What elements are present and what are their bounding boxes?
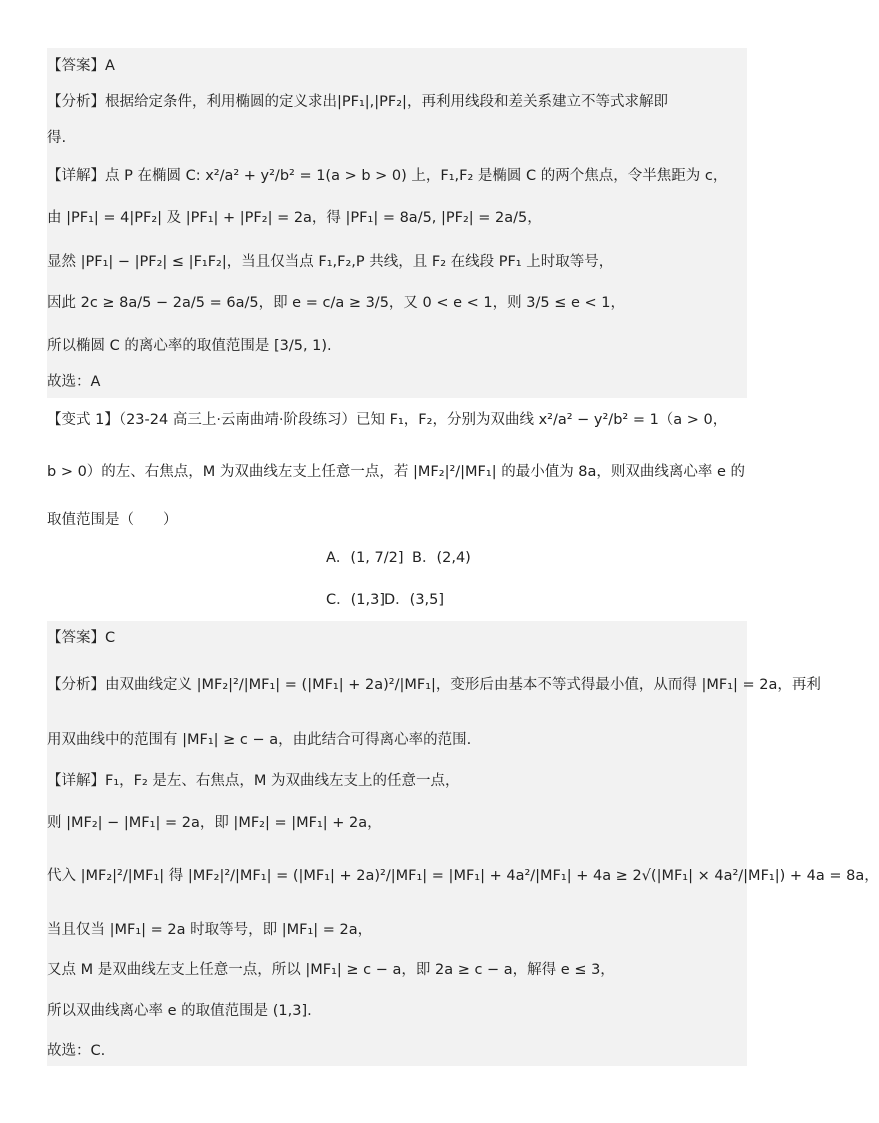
detail-line: 【详解】点 P 在椭圆 C: x²/a² + y²/b² = 1(a > b > 0) 上，F₁,F₂ 是椭圆 C 的两个焦点，令半焦距为 c， [47,168,728,184]
detail-line: 所以双曲线离心率 e 的取值范围是 (1,3]. [47,1003,312,1019]
detail-line: 因此 2c ≥ 8a/5 − 2a/5 = 6a/5，即 e = c/a ≥ 3/5，又 0 < e < 1，则 3/5 ≤ e < 1， [47,295,625,311]
answer-line: 【答案】A [47,58,115,74]
detail-line: 代入 |MF₂|²/|MF₁| 得 |MF₂|²/|MF₁| = (|MF₁| + 2a)²/|MF₁| = |MF₁| + 4a²/|MF₁| + 4a ≥ 2√(|MF₁| × 4a²/|MF₁|) + 4a = 8a， [47,868,879,884]
detail-line: 则 |MF₂| − |MF₁| = 2a，即 |MF₂| = |MF₁| + 2a， [47,815,382,831]
detail-line: 【详解】F₁，F₂ 是左、右焦点，M 为双曲线左支上的任意一点， [47,773,460,789]
analysis-line-cont: 用双曲线中的范围有 |MF₁| ≥ c − a，由此结合可得离心率的范围. [47,732,472,748]
question-line: 取值范围是（ ） [47,512,178,528]
detail-line: 又点 M 是双曲线左支上任意一点，所以 |MF₁| ≥ c − a，即 2a ≥ c − a，解得 e ≤ 3， [47,962,615,978]
analysis-line: 【分析】由双曲线定义 |MF₂|²/|MF₁| = (|MF₁| + 2a)²/|MF₁|，变形后由基本不等式得最小值，从而得 |MF₁| = 2a，再利 [47,677,821,693]
choice-line: 故选：A [47,374,101,390]
detail-line: 显然 |PF₁| − |PF₂| ≤ |F₁F₂|，当且仅当点 F₁,F₂,P 共线，且 F₂ 在线段 PF₁ 上时取等号， [47,254,614,270]
question-line: b > 0）的左、右焦点，M 为双曲线左支上任意一点，若 |MF₂|²/|MF₁| 的最小值为 8a，则双曲线离心率 e 的 [47,464,746,480]
choice-line: 故选：C. [47,1043,106,1059]
detail-line: 当且仅当 |MF₁| = 2a 时取等号，即 |MF₁| = 2a， [47,922,373,938]
answer-line: 【答案】C [47,630,116,646]
option-a: A．(1, 7/2] [326,550,404,566]
option-c: C．(1,3] [326,592,385,608]
analysis-line: 【分析】根据给定条件，利用椭圆的定义求出|PF₁|,|PF₂|，再利用线段和差关系建立不等式求解即 [47,94,668,110]
option-d: D．(3,5] [384,592,445,608]
question-line: 【变式 1】（23-24 高三上·云南曲靖·阶段练习）已知 F₁，F₂，分别为双曲线 x²/a² − y²/b² = 1（a > 0， [47,412,728,428]
analysis-line-cont: 得. [47,130,67,146]
detail-line: 由 |PF₁| = 4|PF₂| 及 |PF₁| + |PF₂| = 2a，得 |PF₁| = 8a/5, |PF₂| = 2a/5， [47,210,542,226]
option-b: B．(2,4) [412,550,471,566]
detail-line: 所以椭圆 C 的离心率的取值范围是 [3/5, 1). [47,338,332,354]
